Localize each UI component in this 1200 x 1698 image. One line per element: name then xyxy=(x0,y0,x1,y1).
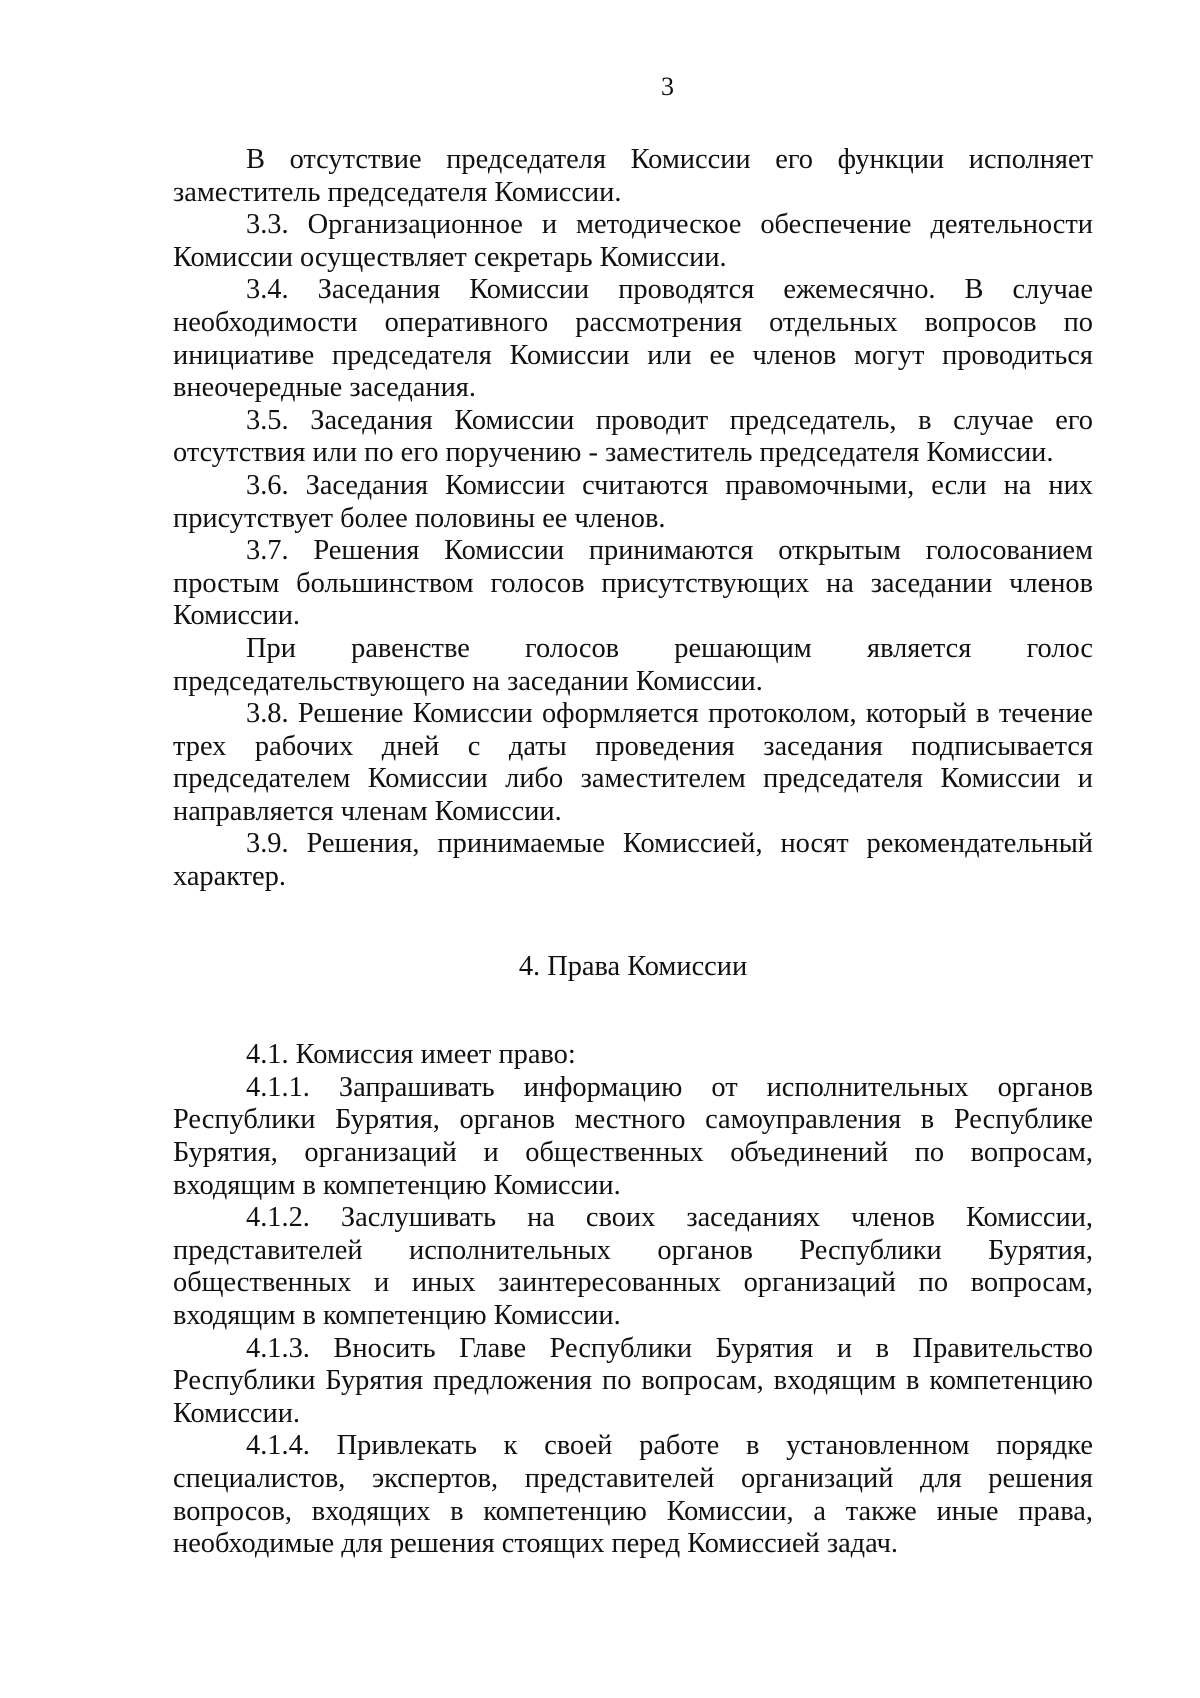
paragraph-3-7: 3.7. Решения Комиссии принимаются открытым голосованием простым большинством голосов присутствующих на заседании членов Комиссии. xyxy=(173,535,1093,632)
paragraph-3-8: 3.8. Решение Комиссии оформляется протоколом, который в течение трех рабочих дней с даты проведения заседания подписывается председателем Комиссии либо заместителем председателя Комиссии и направляется членам Комиссии. xyxy=(173,698,1093,827)
paragraph-4-1-3: 4.1.3. Вносить Главе Республики Бурятия и в Правительство Республики Бурятия предложения по вопросам, входящим в компетенцию Комиссии. xyxy=(173,1332,1093,1429)
paragraph-4-1-4: 4.1.4. Привлекать к своей работе в установленном порядке специалистов, экспертов, представителей организаций для решения вопросов, входящих в компетенцию Комиссии, а также иные права, необходимые для решения стоящих перед Комиссией задач. xyxy=(173,1430,1093,1560)
paragraph-3-5: 3.5. Заседания Комиссии проводит председатель, в случае его отсутствия или по его поручению - заместитель председателя Комиссии. xyxy=(173,404,1093,469)
paragraph-3-4: 3.4. Заседания Комиссии проводятся ежемесячно. В случае необходимости оперативного рассмотрения отдельных вопросов по инициативе председателя Комиссии или ее членов могут проводиться внеочередные заседания. xyxy=(173,274,1093,404)
document-body xyxy=(173,144,1093,1561)
page-number: 3 xyxy=(661,72,674,101)
paragraph-3-3: 3.3. Организационное и методическое обеспечение деятельности Комиссии осуществляет секретарь Комиссии. xyxy=(173,209,1093,273)
paragraph-deputy-functions: В отсутствие председателя Комиссии его функции исполняет заместитель председателя Комиссии. xyxy=(173,144,1093,208)
paragraph-3-9: 3.9. Решения, принимаемые Комиссией, носят рекомендательный характер. xyxy=(173,828,1093,893)
paragraph-4-1: 4.1. Комиссия имеет право: xyxy=(246,1039,576,1071)
paragraph-3-6: 3.6. Заседания Комиссии считаются правомочными, если на них присутствует более половины ее членов. xyxy=(173,469,1093,534)
paragraph-4-1-1: 4.1.1. Запрашивать информацию от исполнительных органов Республики Бурятия, органов местного самоуправления в Республике Бурятия, организаций и общественных объединений по вопросам, входящим в компетенцию Комиссии. xyxy=(173,1071,1093,1201)
paragraph-4-1-2: 4.1.2. Заслушивать на своих заседаниях членов Комиссии, представителей исполнительных органов Республики Бурятия, общественных и иных заинтересованных организаций по вопросам, входящим в компетенцию Комиссии. xyxy=(173,1202,1093,1331)
section-heading: 4. Права Комиссии xyxy=(518,950,748,982)
paragraph-equal-votes: При равенстве голосов решающим является голос председательствующего на заседании Комиссии. xyxy=(173,632,1093,697)
